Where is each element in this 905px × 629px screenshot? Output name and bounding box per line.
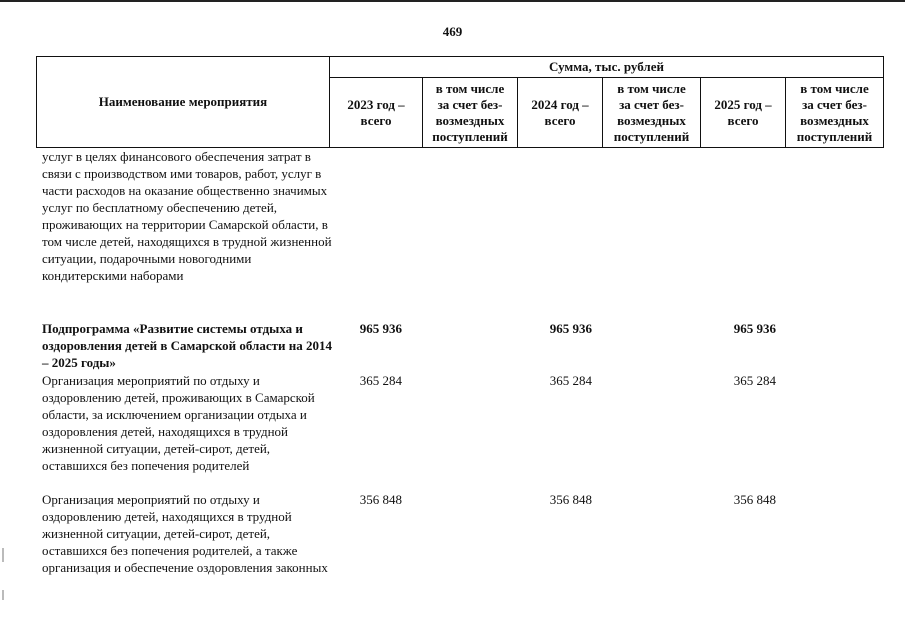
page-number: 469 xyxy=(442,24,463,39)
header-col-2024-total: 2024 год – всего xyxy=(518,78,603,148)
row-name: Подпрограмма «Развитие системы отдыха и оздоровления детей в Самарской области на 2014 – 2025 годы» xyxy=(42,321,332,370)
table-row xyxy=(36,491,892,593)
table-row xyxy=(36,320,892,372)
header-col-2025-gratuitous: в том числе за счет без- возмездных поступлений xyxy=(786,78,884,148)
header-col-2023-total: 2023 год – всего xyxy=(330,78,423,148)
scan-mark xyxy=(2,548,4,562)
value-2024: 365 284 xyxy=(549,373,592,388)
value-2024: 965 936 xyxy=(549,321,592,336)
scan-mark xyxy=(2,590,4,600)
value-2024: 356 848 xyxy=(549,492,592,507)
value-2025: 365 284 xyxy=(733,373,776,388)
value-2025: 965 936 xyxy=(733,321,776,336)
value-2023: 365 284 xyxy=(359,373,402,388)
table-header xyxy=(36,56,884,148)
value-2023: 965 936 xyxy=(359,321,402,336)
value-2025: 356 848 xyxy=(733,492,776,507)
table-row xyxy=(36,372,892,491)
row-name: услуг в целях финансового обеспечения затрат в связи с производством ими товаров, работ, услуг в части расходов на оказание общественно значимых услуг по бесплатному обеспечению детей, проживающих на территории Самарской области, в том числе детей, находящихся в трудной жизненной ситуации, подарочными новогодними кондитерскими наборами xyxy=(42,149,332,283)
header-col-2025-total: 2025 год – всего xyxy=(701,78,786,148)
table-row xyxy=(36,148,892,320)
value-2023: 356 848 xyxy=(359,492,402,507)
header-name-column: Наименование мероприятия xyxy=(37,57,330,148)
header-sum-title: Сумма, тыс. рублей xyxy=(330,57,884,78)
header-col-2024-gratuitous: в том числе за счет без- возмездных поступлений xyxy=(603,78,701,148)
top-rule xyxy=(0,0,905,2)
row-name: Организация мероприятий по отдыху и оздоровлению детей, находящихся в трудной жизненной ситуации, детей-сирот, детей, оставшихся без попечения родителей, а также организация и обеспечение оздоровления законных xyxy=(42,492,328,575)
header-col-2023-gratuitous: в том числе за счет без- возмездных поступлений xyxy=(423,78,518,148)
row-name: Организация мероприятий по отдыху и оздоровлению детей, проживающих в Самарской области, за исключением организации отдыха и оздоровления детей, находящихся в трудной жизненной ситуации, детей-сирот, детей, оставшихся без попечения родителей xyxy=(42,373,315,473)
table-body xyxy=(36,148,892,593)
